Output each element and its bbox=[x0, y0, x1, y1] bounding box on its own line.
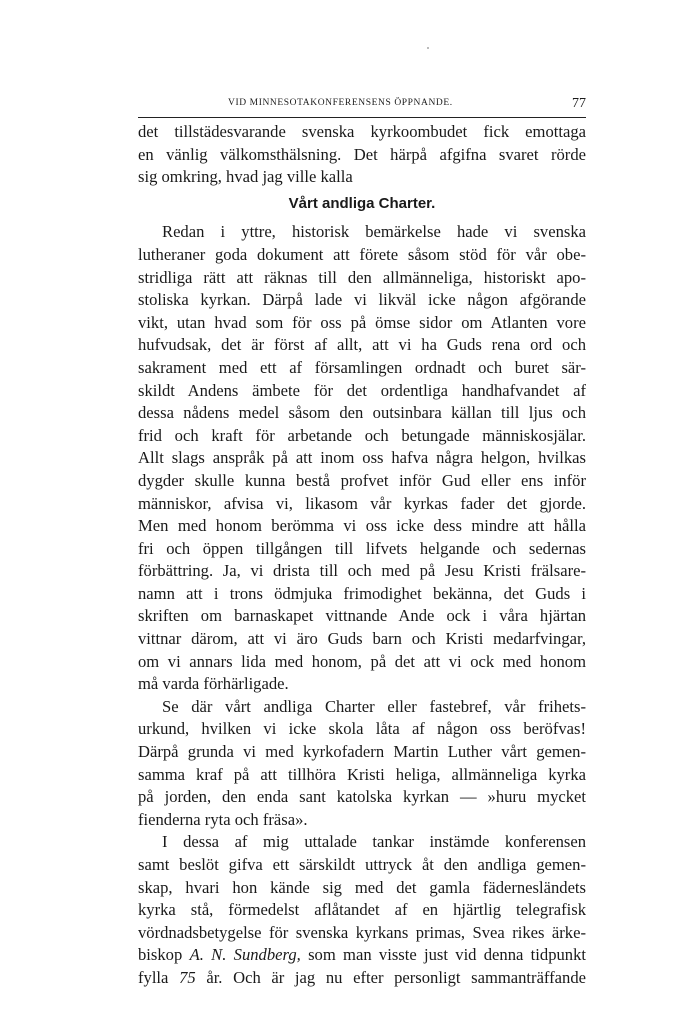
text-line bbox=[138, 944, 586, 967]
age-number: 75 bbox=[179, 967, 196, 987]
text-line: sig omkring, hvad jag ville kalla bbox=[138, 167, 353, 187]
text-line: dessa nådens medel såsom den outsinbara källan till ljus och bbox=[138, 403, 586, 423]
section-heading: Vårt andliga Charter. bbox=[288, 194, 436, 212]
text-line: vikt, utan hvad som för oss på ömse sidor om Atlanten vore bbox=[138, 312, 586, 332]
text-line: fienderna ryta och fräsa». bbox=[138, 809, 308, 829]
text-fragment: år. Och är jag nu efter personligt sammanträffande bbox=[206, 967, 586, 987]
text-line: sakrament med ett af församlingen ordnadt och buret sär- bbox=[138, 357, 586, 377]
text-line: samma kraf på att tillhöra Kristi heliga, allmänneliga kyrka bbox=[138, 764, 586, 784]
text-line: Allt slags anspråk på att inom oss hafva några helgon, hvilkas bbox=[138, 448, 586, 468]
paragraph-1 bbox=[138, 221, 586, 695]
person-name: A. N. Sundberg, bbox=[189, 945, 301, 965]
paragraph-2 bbox=[138, 696, 586, 832]
text-line: lutheraner goda dokument att förete såsom stöd för vår obe- bbox=[138, 244, 586, 264]
text-line: skildt Andens ämbete för det ordentliga handhafvandet af bbox=[138, 380, 586, 400]
text-line: namn att i trons ödmjuka frimodighet bekänna, det Guds i bbox=[138, 583, 586, 603]
text-line: människor, afvisa vi, likasom vår kyrkas fader det gjorde. bbox=[138, 493, 586, 513]
text-line: skap, hvari hon kände sig med det gamla fädernesländets bbox=[138, 877, 586, 897]
text-fragment: biskop bbox=[138, 945, 183, 965]
text-line: urkund, hvilken vi icke skola låta af någon oss beröfvas! bbox=[138, 719, 586, 739]
text-line: kyrka stå, förmedelst aflåtandet af en hjärtlig telegrafisk bbox=[138, 900, 586, 920]
text-line: Se där vårt andliga Charter eller fastebref, vår frihets- bbox=[162, 696, 586, 716]
text-line: frid och kraft för arbetande och betungade människosjälar. bbox=[138, 425, 586, 445]
text-line: en vänlig välkomsthälsning. Det härpå afgifna svaret rörde bbox=[138, 144, 586, 164]
running-title: VID MINNESOTAKONFERENSENS ÖPPNANDE. bbox=[228, 98, 453, 108]
header-rule bbox=[138, 117, 586, 118]
text-line: om vi annars lida med honom, på det att vi ock med honom bbox=[138, 651, 586, 671]
body-text bbox=[138, 121, 586, 990]
text-line: må varda förhärligade. bbox=[138, 674, 289, 694]
text-line: hufvudsak, det är först af allt, att vi ha Guds rena ord och bbox=[138, 335, 586, 355]
text-fragment: som man visste just vid denna tidpunkt bbox=[308, 945, 586, 965]
text-line bbox=[138, 967, 586, 990]
scan-speck bbox=[427, 47, 429, 49]
paragraph-3 bbox=[138, 831, 586, 989]
text-line: Men med honom berömma vi oss icke dess mindre att hålla bbox=[138, 516, 586, 536]
text-line: Därpå grunda vi med kyrkofadern Martin Luther vårt gemen- bbox=[138, 742, 586, 762]
text-line: dygder skulle kunna bestå profvet inför Gud eller ens inför bbox=[138, 470, 586, 490]
intro-text bbox=[138, 121, 586, 189]
text-fragment: fylla bbox=[138, 967, 169, 987]
text-line: stridliga rätt att räknas till den allmänneliga, historiskt apo- bbox=[138, 267, 586, 287]
text-line: fri och öppen tillgången till lifvets helgande och sedernas bbox=[138, 538, 586, 558]
text-line: vördnadsbetygelse för svenska kyrkans primas, Svea rikes ärke- bbox=[138, 922, 586, 942]
page-header bbox=[138, 98, 586, 116]
text-line: Redan i yttre, historisk bemärkelse hade vi svenska bbox=[162, 222, 586, 242]
text-line: I dessa af mig uttalade tankar instämde konferensen bbox=[162, 832, 586, 852]
text-line: förbättring. Ja, vi drista till och med på Jesu Kristi frälsare- bbox=[138, 561, 586, 581]
text-line: stoliska kyrkan. Därpå lade vi likväl icke någon afgörande bbox=[138, 290, 586, 310]
text-line: samt beslöt gifva ett särskildt uttryck åt den andliga gemen- bbox=[138, 855, 586, 874]
text-line: på jorden, den enda sant katolska kyrkan — »huru mycket bbox=[138, 787, 586, 807]
page-number: 77 bbox=[572, 96, 586, 111]
text-line: det tillstädesvarande svenska kyrkoombudet fick emottaga bbox=[138, 122, 586, 141]
text-line: skriften om barnaskapet vittnande Ande ock i våra hjärtan bbox=[138, 606, 586, 626]
text-line: vittnar därom, att vi äro Guds barn och Kristi medarfvingar, bbox=[138, 629, 586, 649]
